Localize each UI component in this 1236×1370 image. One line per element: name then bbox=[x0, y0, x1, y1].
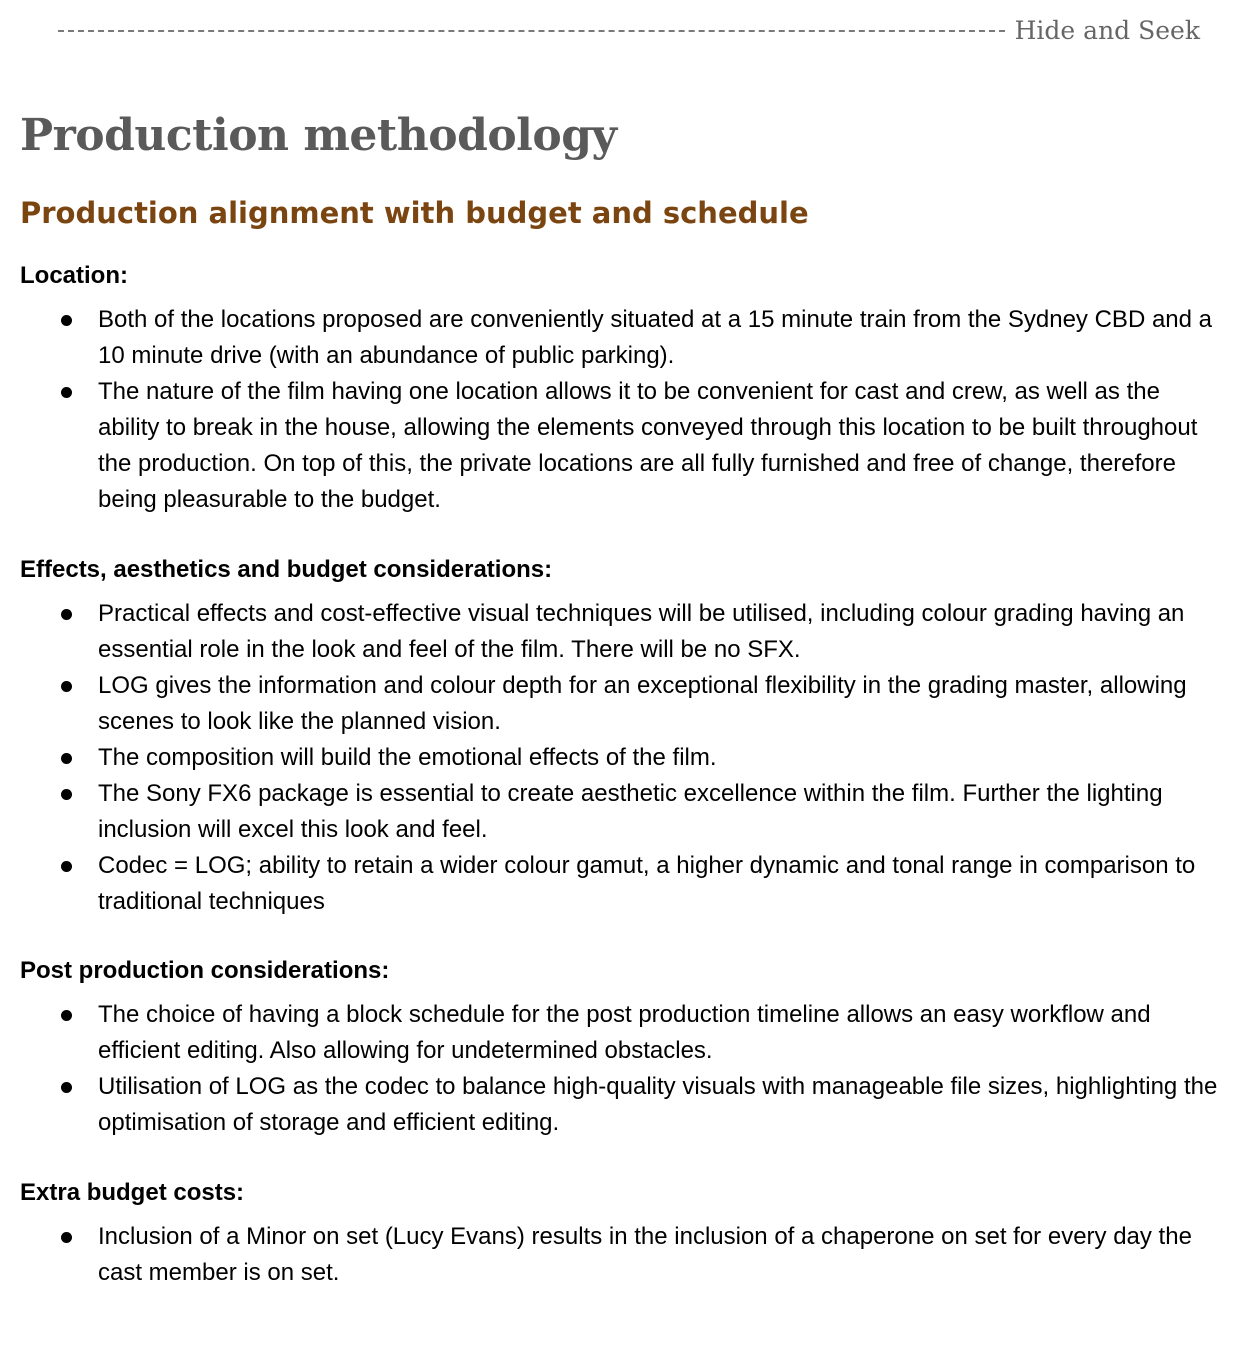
header-dashed-rule bbox=[58, 30, 1005, 32]
bullet-list bbox=[20, 1219, 1220, 1291]
list-item bbox=[20, 302, 1220, 374]
list-item-text: The nature of the film having one location allows it to be convenient for cast and crew, as well as the ability to break in the house, allowing the elements conveyed through this location to be built throughout the production. On top of this, the private locations are all fully furnished and free of change, therefore being pleasurable to the budget. bbox=[98, 378, 1198, 513]
list-item-text: LOG gives the information and colour depth for an exceptional flexibility in the grading master, allowing scenes to look like the planned vision. bbox=[98, 672, 1187, 735]
list-item bbox=[20, 740, 1220, 776]
list-item bbox=[20, 1069, 1220, 1141]
section-location bbox=[20, 258, 1220, 518]
section-extra-budget-costs bbox=[20, 1175, 1220, 1291]
bullet-icon bbox=[61, 681, 72, 692]
bullet-list bbox=[20, 302, 1220, 518]
list-item bbox=[20, 776, 1220, 848]
list-item bbox=[20, 596, 1220, 668]
section-heading: Extra budget costs: bbox=[20, 1179, 245, 1206]
bullet-icon bbox=[61, 753, 72, 764]
section-effects-aesthetics-budget bbox=[20, 552, 1220, 920]
section-heading: Post production considerations: bbox=[20, 957, 390, 984]
list-item-text: The Sony FX6 package is essential to create aesthetic excellence within the film. Further the lighting inclusion will excel this look and feel. bbox=[98, 780, 1163, 843]
bullet-icon bbox=[61, 1232, 72, 1243]
list-item bbox=[20, 848, 1220, 920]
list-item-text: Inclusion of a Minor on set (Lucy Evans) results in the inclusion of a chaperone on set for every day the cast member is on set. bbox=[98, 1223, 1192, 1286]
list-item-text: The choice of having a block schedule for the post production timeline allows an easy workflow and efficient editing. Also allowing for undetermined obstacles. bbox=[98, 1001, 1151, 1064]
list-item bbox=[20, 997, 1220, 1069]
list-item-text: Practical effects and cost-effective visual techniques will be utilised, including colour grading having an essential role in the look and feel of the film. There will be no SFX. bbox=[98, 600, 1185, 663]
bullet-list bbox=[20, 997, 1220, 1141]
bullet-list bbox=[20, 596, 1220, 920]
bullet-icon bbox=[61, 315, 72, 326]
page-title: Production methodology bbox=[20, 110, 617, 161]
section-heading: Effects, aesthetics and budget considerations: bbox=[20, 556, 553, 583]
page-header bbox=[58, 14, 1200, 46]
list-item-text: Codec = LOG; ability to retain a wider colour gamut, a higher dynamic and tonal range in comparison to traditional techniques bbox=[98, 852, 1196, 915]
list-item-text: Utilisation of LOG as the codec to balance high-quality visuals with manageable file sizes, highlighting the optimisation of storage and efficient editing. bbox=[98, 1073, 1218, 1136]
list-item bbox=[20, 374, 1220, 518]
section-heading: Location: bbox=[20, 262, 128, 289]
section-post-production bbox=[20, 953, 1220, 1141]
bullet-icon bbox=[61, 609, 72, 620]
list-item bbox=[20, 1219, 1220, 1291]
list-item-text: The composition will build the emotional effects of the film. bbox=[98, 744, 717, 771]
list-item-text: Both of the locations proposed are conveniently situated at a 15 minute train from the Sydney CBD and a 10 minute drive (with an abundance of public parking). bbox=[98, 306, 1212, 369]
bullet-icon bbox=[61, 387, 72, 398]
page-subtitle: Production alignment with budget and schedule bbox=[20, 196, 809, 230]
header-title: Hide and Seek bbox=[1014, 15, 1200, 45]
bullet-icon bbox=[61, 1082, 72, 1093]
bullet-icon bbox=[61, 789, 72, 800]
bullet-icon bbox=[61, 861, 72, 872]
bullet-icon bbox=[61, 1010, 72, 1021]
list-item bbox=[20, 668, 1220, 740]
